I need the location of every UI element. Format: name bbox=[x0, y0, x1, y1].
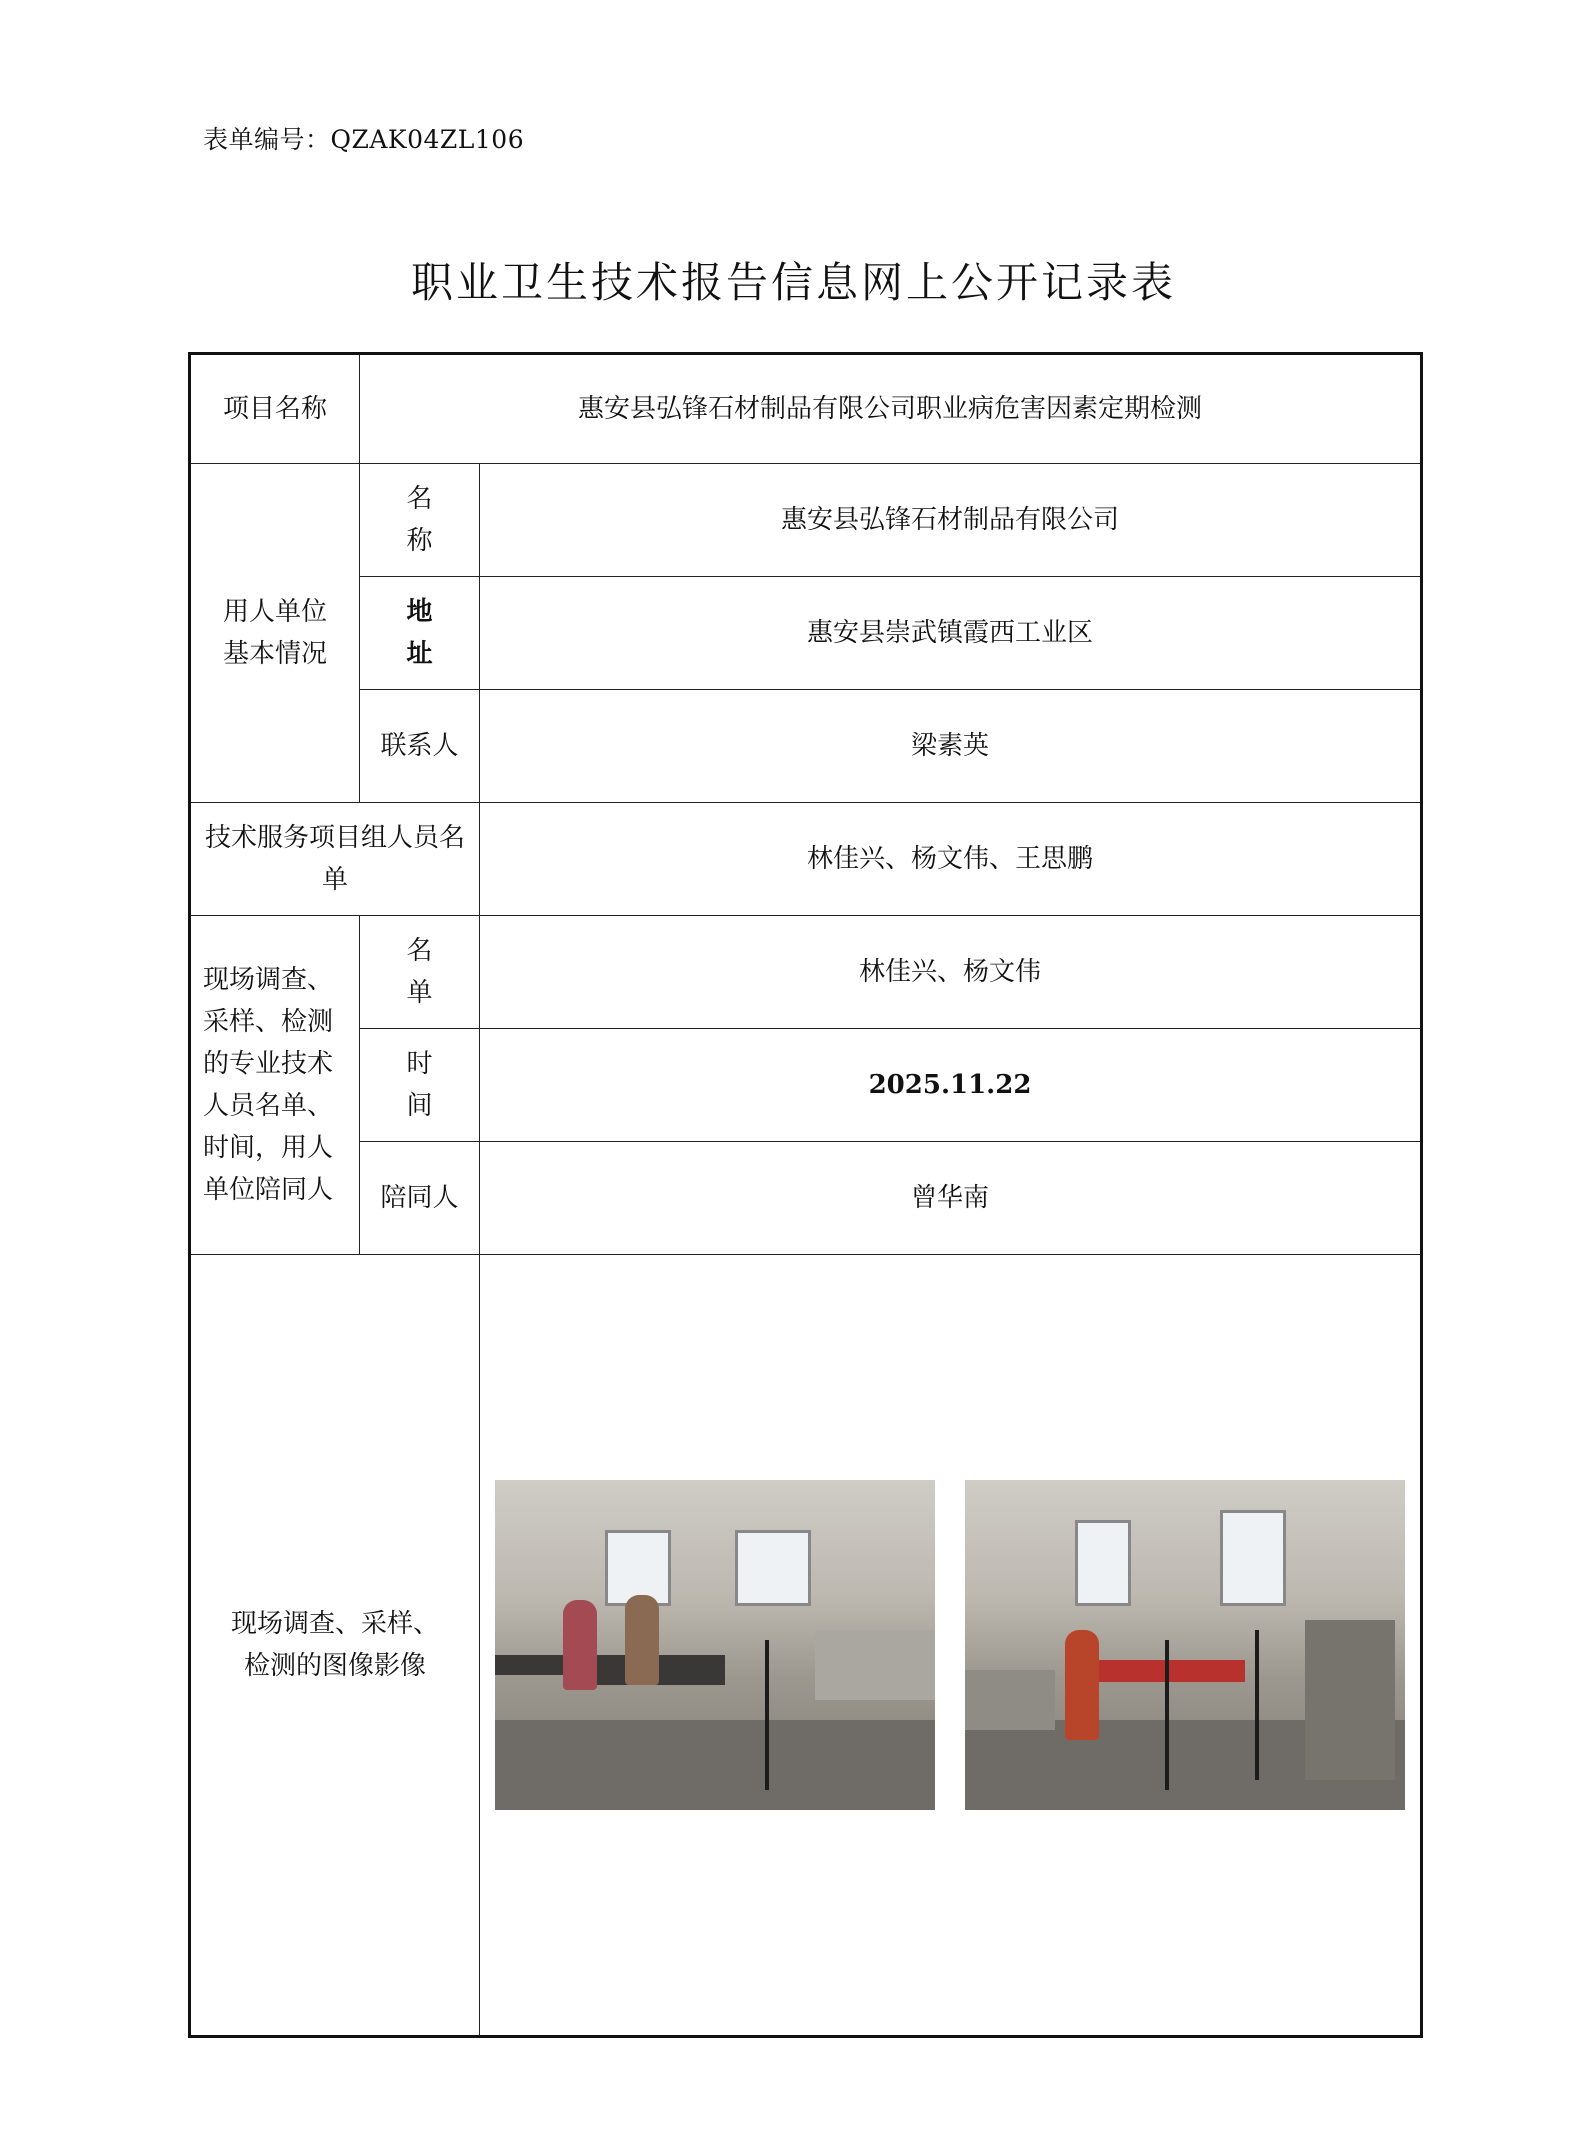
project-label: 项目名称 bbox=[190, 354, 360, 464]
employer-name-value: 惠安县弘锋石材制品有限公司 bbox=[480, 464, 1422, 577]
employer-contact-label: 联系人 bbox=[360, 690, 480, 803]
team-label bbox=[190, 803, 480, 916]
survey-group-label bbox=[190, 916, 360, 1255]
employer-group-text: 用人单位基本情况 bbox=[222, 597, 327, 669]
row-project bbox=[190, 354, 1422, 464]
survey-time-value: 2025.11.22 bbox=[480, 1029, 1422, 1142]
row-survey-escort bbox=[190, 1142, 1422, 1255]
team-label-text: 技术服务项目组人员名单 bbox=[204, 823, 465, 895]
employer-name-label: 名称 bbox=[360, 464, 480, 577]
images-label bbox=[190, 1255, 480, 2037]
survey-escort-value: 曾华南 bbox=[480, 1142, 1422, 1255]
employer-contact-value: 梁素英 bbox=[480, 690, 1422, 803]
employer-group-label bbox=[190, 464, 360, 803]
row-team bbox=[190, 803, 1422, 916]
photo-gallery bbox=[486, 1480, 1414, 1810]
row-survey-time bbox=[190, 1029, 1422, 1142]
survey-group-text: 现场调查、采样、检测的专业技术人员名单、时间，用人单位陪同人 bbox=[203, 965, 334, 1205]
images-label-text: 现场调查、采样、检测的图像影像 bbox=[230, 1609, 439, 1681]
site-photo-1 bbox=[495, 1480, 935, 1810]
team-value: 林佳兴、杨文伟、王思鹏 bbox=[480, 803, 1422, 916]
survey-names-label: 名单 bbox=[360, 916, 480, 1029]
site-photo-2 bbox=[965, 1480, 1405, 1810]
row-images bbox=[190, 1255, 1422, 2037]
employer-address-label: 地址 bbox=[360, 577, 480, 690]
row-employer-address bbox=[190, 577, 1422, 690]
project-value: 惠安县弘锋石材制品有限公司职业病危害因素定期检测 bbox=[360, 354, 1422, 464]
row-employer-contact bbox=[190, 690, 1422, 803]
page-title: 职业卫生技术报告信息网上公开记录表 bbox=[410, 258, 1176, 307]
row-employer-name bbox=[190, 464, 1422, 577]
survey-names-value: 林佳兴、杨文伟 bbox=[480, 916, 1422, 1029]
survey-escort-label: 陪同人 bbox=[360, 1142, 480, 1255]
employer-address-value: 惠安县崇武镇霞西工业区 bbox=[480, 577, 1422, 690]
row-survey-names bbox=[190, 916, 1422, 1029]
images-cell bbox=[480, 1255, 1422, 2037]
form-number: 表单编号：QZAK04ZL106 bbox=[203, 125, 525, 154]
record-table bbox=[188, 352, 1423, 2038]
survey-time-label: 时间 bbox=[360, 1029, 480, 1142]
